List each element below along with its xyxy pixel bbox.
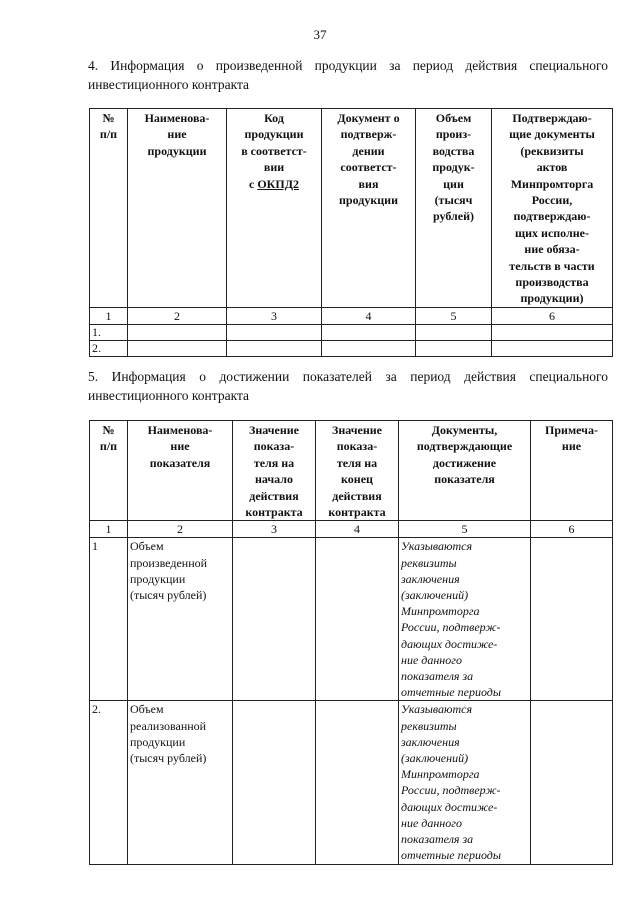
column-header-conformity-document: Документ о подтверж- дении соответст- вия продукции xyxy=(322,109,416,308)
column-number: 2 xyxy=(128,307,227,324)
product-name-cell xyxy=(128,324,227,340)
note-cell xyxy=(531,538,613,701)
table-header-row xyxy=(90,421,613,521)
product-code-cell xyxy=(227,340,322,356)
end-value-cell xyxy=(316,538,399,701)
production-volume-cell xyxy=(416,324,492,340)
table-row xyxy=(90,701,613,864)
table-row xyxy=(90,538,613,701)
product-code-cell xyxy=(227,324,322,340)
column-number: 5 xyxy=(416,307,492,324)
column-header-production-volume: Объем произ- водства продук- ции (тысяч рублей) xyxy=(416,109,492,308)
row-number: 2. xyxy=(90,340,128,356)
column-number: 2 xyxy=(128,521,233,538)
conformity-document-cell xyxy=(322,340,416,356)
column-number-row xyxy=(90,307,613,324)
indicators-table xyxy=(89,420,613,865)
section-5-heading: 5. Информация о достижении показателей за период действия специального инвестиционного контракта xyxy=(88,369,608,403)
column-number: 3 xyxy=(227,307,322,324)
confirming-documents-cell xyxy=(492,340,613,356)
table-header-row xyxy=(90,109,613,308)
column-header-number: № п/п xyxy=(90,109,128,308)
row-number: 1. xyxy=(90,324,128,340)
okpd2-link[interactable]: ОКПД2 xyxy=(257,176,299,191)
column-header-start-value: Значение показа- теля на начало действия контракта xyxy=(233,421,316,521)
row-number: 1 xyxy=(90,538,128,701)
indicator-name-cell: Объем реализованной продукции (тысяч рублей) xyxy=(128,701,233,864)
column-number-row xyxy=(90,521,613,538)
column-number: 1 xyxy=(90,307,128,324)
row-number: 2. xyxy=(90,701,128,864)
column-number: 5 xyxy=(399,521,531,538)
table-row xyxy=(90,324,613,340)
column-number: 1 xyxy=(90,521,128,538)
column-header-number: № п/п xyxy=(90,421,128,521)
column-header-product-name: Наименова- ние продукции xyxy=(128,109,227,308)
produced-products-table xyxy=(89,108,613,357)
documents-cell: Указываются реквизиты заключения (заключений) Минпромторга России, подтверж- дающих достиже- ние данного показателя за отчетные периоды xyxy=(399,701,531,864)
column-header-note: Примеча- ние xyxy=(531,421,613,521)
end-value-cell xyxy=(316,701,399,864)
column-number: 6 xyxy=(531,521,613,538)
column-number: 3 xyxy=(233,521,316,538)
column-header-indicator-name: Наименова- ние показателя xyxy=(128,421,233,521)
column-header-end-value: Значение показа- теля на конец действия контракта xyxy=(316,421,399,521)
column-header-documents: Документы, подтверждающие достижение показателя xyxy=(399,421,531,521)
table-row xyxy=(90,340,613,356)
column-header-confirming-documents: Подтверждаю- щие документы (реквизиты актов Минпромторга России, подтверждаю- щих исполне- ние обяза- тельств в части производства продукции) xyxy=(492,109,613,308)
product-name-cell xyxy=(128,340,227,356)
start-value-cell xyxy=(233,701,316,864)
note-cell xyxy=(531,701,613,864)
column-number: 4 xyxy=(316,521,399,538)
column-number: 4 xyxy=(322,307,416,324)
product-code-label: Код продукции в соответст- вии с xyxy=(241,111,307,191)
page-number: 37 xyxy=(313,27,327,42)
column-number: 6 xyxy=(492,307,613,324)
indicator-name-cell: Объем произведенной продукции (тысяч рублей) xyxy=(128,538,233,701)
section-4-heading: 4. Информация о произведенной продукции за период действия специального инвестиционного контракта xyxy=(88,58,608,92)
confirming-documents-cell xyxy=(492,324,613,340)
start-value-cell xyxy=(233,538,316,701)
column-header-product-code xyxy=(227,109,322,308)
production-volume-cell xyxy=(416,340,492,356)
documents-cell: Указываются реквизиты заключения (заключений) Минпромторга России, подтверж- дающих достиже- ние данного показателя за отчетные периоды xyxy=(399,538,531,701)
conformity-document-cell xyxy=(322,324,416,340)
